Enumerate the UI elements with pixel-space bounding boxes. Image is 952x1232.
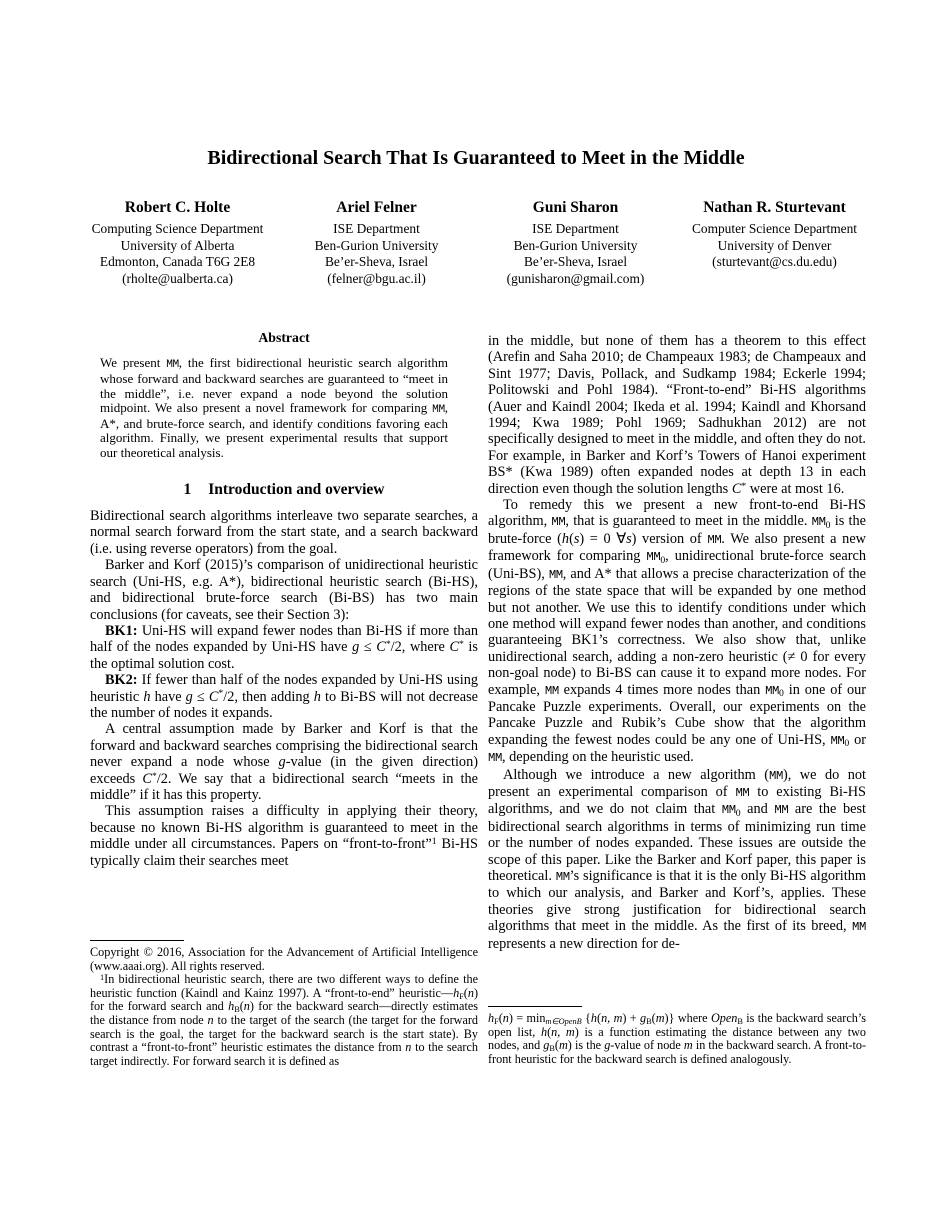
left-footnote-body bbox=[90, 946, 478, 1068]
text-run: m∈OpenB bbox=[545, 1017, 582, 1027]
text-run: C bbox=[142, 770, 152, 787]
text-run: * bbox=[741, 480, 747, 492]
paragraph: $^1$In bidirectional heuristic search, there are two different ways to define the heuristic function (Kaindl and Kainz 1997). A “front-to-end” heuristic—hF(n) for the forward search and hB(n) for the backward search—directly estimates the distance from node n to the target of the search (the target for the forward search is the goal, the target for the backward search is the start state). By contrast a “front-to-front” heuristic estimates the distance from n to the search target indirectly. For forward search it is defined as bbox=[90, 972, 479, 1068]
author-email: (sturtevant@cs.du.edu) bbox=[712, 254, 837, 269]
right-column-body bbox=[488, 333, 866, 952]
text-run: F bbox=[494, 1017, 499, 1027]
text-run: g bbox=[543, 1038, 550, 1053]
text-run: MM bbox=[555, 870, 570, 884]
text-run: F bbox=[459, 991, 464, 1001]
text-run: s bbox=[573, 530, 580, 547]
text-run: * bbox=[151, 770, 157, 782]
author-holte bbox=[78, 199, 277, 287]
paragraph: hF(n) = minm∈OpenB {h(n, m) + gB(m)} where OpenB is the backward search’s open list, h(n, m) is a function estimating the distance between any two nodes, and gB(m) is the g-value of node m in the backward search. A front-to-front heuristic for the backward search is defined analogously. bbox=[488, 1011, 867, 1066]
text-run: MM bbox=[774, 803, 789, 818]
text-run: MM bbox=[488, 751, 502, 766]
text-run: 0 bbox=[660, 554, 666, 566]
text-run: C bbox=[731, 480, 742, 497]
left-footnote bbox=[90, 936, 478, 1068]
author-affiliation-line: ISE Department bbox=[333, 221, 420, 236]
author-affiliation-line: Ben-Gurion University bbox=[314, 237, 439, 253]
paragraph: Bidirectional search algorithms interleave two separate searches, a normal search forward from the start state, and a search backward (i.e. using reverse operators) from the goal. bbox=[90, 508, 478, 557]
text-run: MM bbox=[735, 785, 750, 800]
text-run: B bbox=[737, 1017, 743, 1027]
text-run: MM bbox=[769, 768, 783, 783]
text-run: MM bbox=[721, 803, 736, 818]
text-run: n bbox=[243, 999, 250, 1014]
text-run: * bbox=[385, 639, 391, 651]
text-run: B bbox=[549, 1044, 555, 1054]
text-run: 0 bbox=[779, 687, 784, 699]
text-run: BK1: bbox=[105, 622, 138, 639]
text-run: h bbox=[228, 999, 235, 1014]
section-1-heading bbox=[90, 481, 478, 499]
footnote-rule bbox=[488, 1006, 582, 1007]
text-run: h bbox=[540, 1024, 548, 1039]
section-title: Introduction and overview bbox=[208, 481, 385, 499]
text-run: m bbox=[655, 1011, 665, 1025]
author-felner bbox=[277, 199, 476, 287]
text-run: n bbox=[207, 1012, 214, 1027]
text-run: MM bbox=[646, 550, 661, 565]
text-run: C bbox=[208, 688, 219, 705]
text-run: n bbox=[502, 1011, 509, 1025]
text-run: 0 bbox=[825, 519, 831, 531]
text-run: 1 bbox=[431, 836, 437, 848]
text-run: g bbox=[604, 1038, 611, 1053]
text-run: n, m bbox=[551, 1024, 575, 1039]
text-run: C bbox=[376, 639, 386, 656]
footnote-rule bbox=[90, 940, 184, 941]
section-number: 1 bbox=[183, 481, 192, 499]
right-footnote-body bbox=[488, 1012, 866, 1066]
author-sharon bbox=[476, 199, 675, 287]
text-run: MM bbox=[852, 920, 866, 935]
paragraph: This assumption raises a difficulty in applying their theory, because no known Bi-HS algorithm is guaranteed to meet in the middle under all circumstances. Papers on “front-to-front”$^1$ Bi-HS typically claim their searches meet bbox=[90, 803, 478, 869]
text-run: * bbox=[459, 639, 464, 651]
text-run: h bbox=[143, 688, 151, 705]
text-run: C bbox=[449, 639, 459, 656]
paragraph: in the middle, but none of them has a theorem to this effect (Arefin and Saha 2010; de Champeaux 1983; de Champeaux and Sint 1977; Davis, Pollack, and Sudkamp 1984; Eckerle 1994; Politowski and Pohl 1984). “Front-to-end” Bi-HS algorithms (Auer and Kaindl 2004; Ikeda et al. 1994; Kaindl and Khorsand 1994; Kwa 1989; Pohl 1969; Sadhukhan 2012) are not specifically designed to meet in the middle, and often they do not. For example, in Barker and Korf’s Towers of Hanoi experiment BS* (Kwa 1989) often expanded nodes at depth 13 in each direction even though the solution lengths C* were at most 16. bbox=[488, 333, 866, 497]
text-run: MM bbox=[551, 515, 566, 530]
paragraph: We present MM, the first bidirectional heuristic search algorithm whose forward and backward searches are guaranteed to “meet in the middle”, i.e. never expand a node beyond the solution midpoint. We also present a novel framework for comparing MM, A*, and brute-force search, and identify conditions favoring each algorithm. Finally, we present experimental results that support our theoretical analysis. bbox=[100, 355, 448, 460]
text-run: B bbox=[234, 1005, 240, 1015]
text-run: h bbox=[453, 985, 460, 1000]
author-affiliation-line: Computer Science Department bbox=[691, 221, 858, 236]
text-run: n bbox=[467, 985, 474, 1000]
abstract-body bbox=[100, 356, 448, 460]
text-run: g bbox=[640, 1011, 647, 1025]
text-run: MM bbox=[544, 683, 559, 698]
text-run: m bbox=[683, 1038, 693, 1053]
paragraph: Copyright © 2016, Association for the Advancement of Artificial Intelligence (www.aaai.org). All rights reserved. bbox=[90, 945, 478, 973]
author-email: (gunisharon@gmail.com) bbox=[506, 270, 645, 286]
abstract-heading: Abstract bbox=[258, 330, 310, 345]
author-name: Robert C. Holte bbox=[124, 199, 231, 216]
text-run: B bbox=[646, 1017, 652, 1027]
text-run: MM bbox=[811, 515, 826, 530]
text-run: 0 bbox=[735, 807, 741, 819]
author-affiliation-line: Ben-Gurion University bbox=[513, 237, 638, 253]
right-column bbox=[488, 333, 866, 1001]
author-affiliation-line: University of Denver bbox=[717, 237, 832, 253]
paragraph: Although we introduce a new algorithm (MM), we do not present an experimental comparison of MM to existing Bi-HS algorithms, and we do not claim that MM0 and MM are the best bidirectional search algorithms in terms of minimizing run time or the number of nodes expanded. These issues are outside the scope of this paper. Like the Barker and Korf paper, this paper is theoretical. MM’s significance is that it is the only Bi-HS algorithm to which our analysis, and Barker and Korf’s, applies. These theories give strong justification for bidirectional search algorithms that meet in the middle. As the first of its breed, MM represents a new direction for de- bbox=[488, 766, 866, 952]
text-run: 1 bbox=[100, 972, 105, 982]
text-run: h bbox=[313, 688, 321, 705]
text-run: * bbox=[218, 688, 224, 700]
left-column-body bbox=[90, 508, 478, 869]
paragraph: To remedy this we present a new front-to-end Bi-HS algorithm, MM, that is guaranteed to meet in the middle. MM0 is the brute-force (h(s) = 0 ∀s) version of MM. We also present a new framework for comparing MM0, unidirectional brute-force search (Uni-BS), MM, and A* that allows a precise characterization of the regions of the state space that will be expanded by one method but not another. We use this to identify conditions under which one method will expand fewer nodes than another, and conditions guaranteeing BK1’s correctness. We also show that, unlike unidirectional search, adding a non-zero heuristic (≠ 0 for every non-goal node) to Bi-BS can cause it to expand more nodes. For example, MM expands 4 times more nodes than MM0 in one of our Pancake Puzzle experiments. Overall, our experiments on the Pancake Puzzle and Rubik’s Cube show that the algorithm expanding the fewest nodes could be any one of Uni-HS, MM0 or MM, depending on the heuristic used. bbox=[488, 497, 866, 766]
author-affiliation-line: Be’er-Sheva, Israel bbox=[324, 254, 429, 269]
right-footnote bbox=[488, 1002, 866, 1066]
paragraph: A central assumption made by Barker and Korf is that the forward and backward searches comprising the bidirectional search never expand a node whose g-value (in the given direction) exceeds C*/2. We say that a bidirectional search “meets in the middle” if it has this property. bbox=[90, 721, 478, 803]
paragraph: BK2: If fewer than half of the nodes expanded by Uni-HS using heuristic h have g ≤ C*/2, then adding h to Bi-BS will not decrease the number of nodes it expands. bbox=[90, 672, 478, 721]
text-run: MM bbox=[166, 359, 179, 371]
author-block bbox=[78, 199, 874, 287]
author-email: (rholte@ualberta.ca) bbox=[122, 270, 233, 286]
text-run: h bbox=[488, 1011, 495, 1025]
author-name: Nathan R. Sturtevant bbox=[703, 199, 846, 216]
left-column bbox=[90, 330, 478, 934]
text-run: Open bbox=[710, 1011, 738, 1025]
text-run: 0 bbox=[844, 738, 850, 750]
text-run: g bbox=[352, 639, 360, 656]
text-run: n, m bbox=[601, 1011, 623, 1025]
paragraph: BK1: Uni-HS will expand fewer nodes than Bi-HS if more than half of the nodes expanded by Uni-HS have g ≤ C*/2, where C* is the optimal solution cost. bbox=[90, 622, 478, 672]
paragraph: Barker and Korf (2015)’s comparison of unidirectional heuristic search (Uni-HS, e.g. A*), bidirectional heuristic search (Bi-HS), and bidirectional brute-force search (Bi-BS) has two main conclusions (for caveats, see their Section 3): bbox=[90, 557, 478, 623]
text-run: MM bbox=[432, 403, 445, 416]
text-run: h bbox=[590, 1011, 597, 1025]
author-affiliation-line: ISE Department bbox=[532, 221, 619, 236]
text-run: h bbox=[561, 530, 570, 547]
author-affiliation-line: Be’er-Sheva, Israel bbox=[523, 254, 628, 269]
paper-title: Bidirectional Search That Is Guaranteed to Meet in the Middle bbox=[207, 147, 745, 169]
author-name: Guni Sharon bbox=[532, 199, 619, 216]
author-email: (felner@bgu.ac.il) bbox=[327, 270, 426, 286]
text-run: MM bbox=[548, 567, 563, 582]
text-run: MM bbox=[830, 733, 845, 748]
text-run: s bbox=[626, 530, 632, 547]
text-run: g bbox=[278, 754, 286, 771]
author-affiliation-line: Computing Science Department bbox=[91, 221, 264, 236]
text-run: BK2: bbox=[105, 672, 138, 689]
text-run: g bbox=[185, 688, 193, 705]
text-run: m bbox=[558, 1038, 568, 1053]
author-affiliation-line: University of Alberta bbox=[120, 237, 235, 253]
author-affiliation-line: Edmonton, Canada T6G 2E8 bbox=[99, 254, 256, 269]
text-run: MM bbox=[765, 683, 780, 698]
text-run: MM bbox=[707, 532, 722, 547]
author-sturtevant bbox=[675, 199, 874, 287]
text-run: n bbox=[405, 1040, 412, 1055]
author-name: Ariel Felner bbox=[336, 199, 417, 216]
